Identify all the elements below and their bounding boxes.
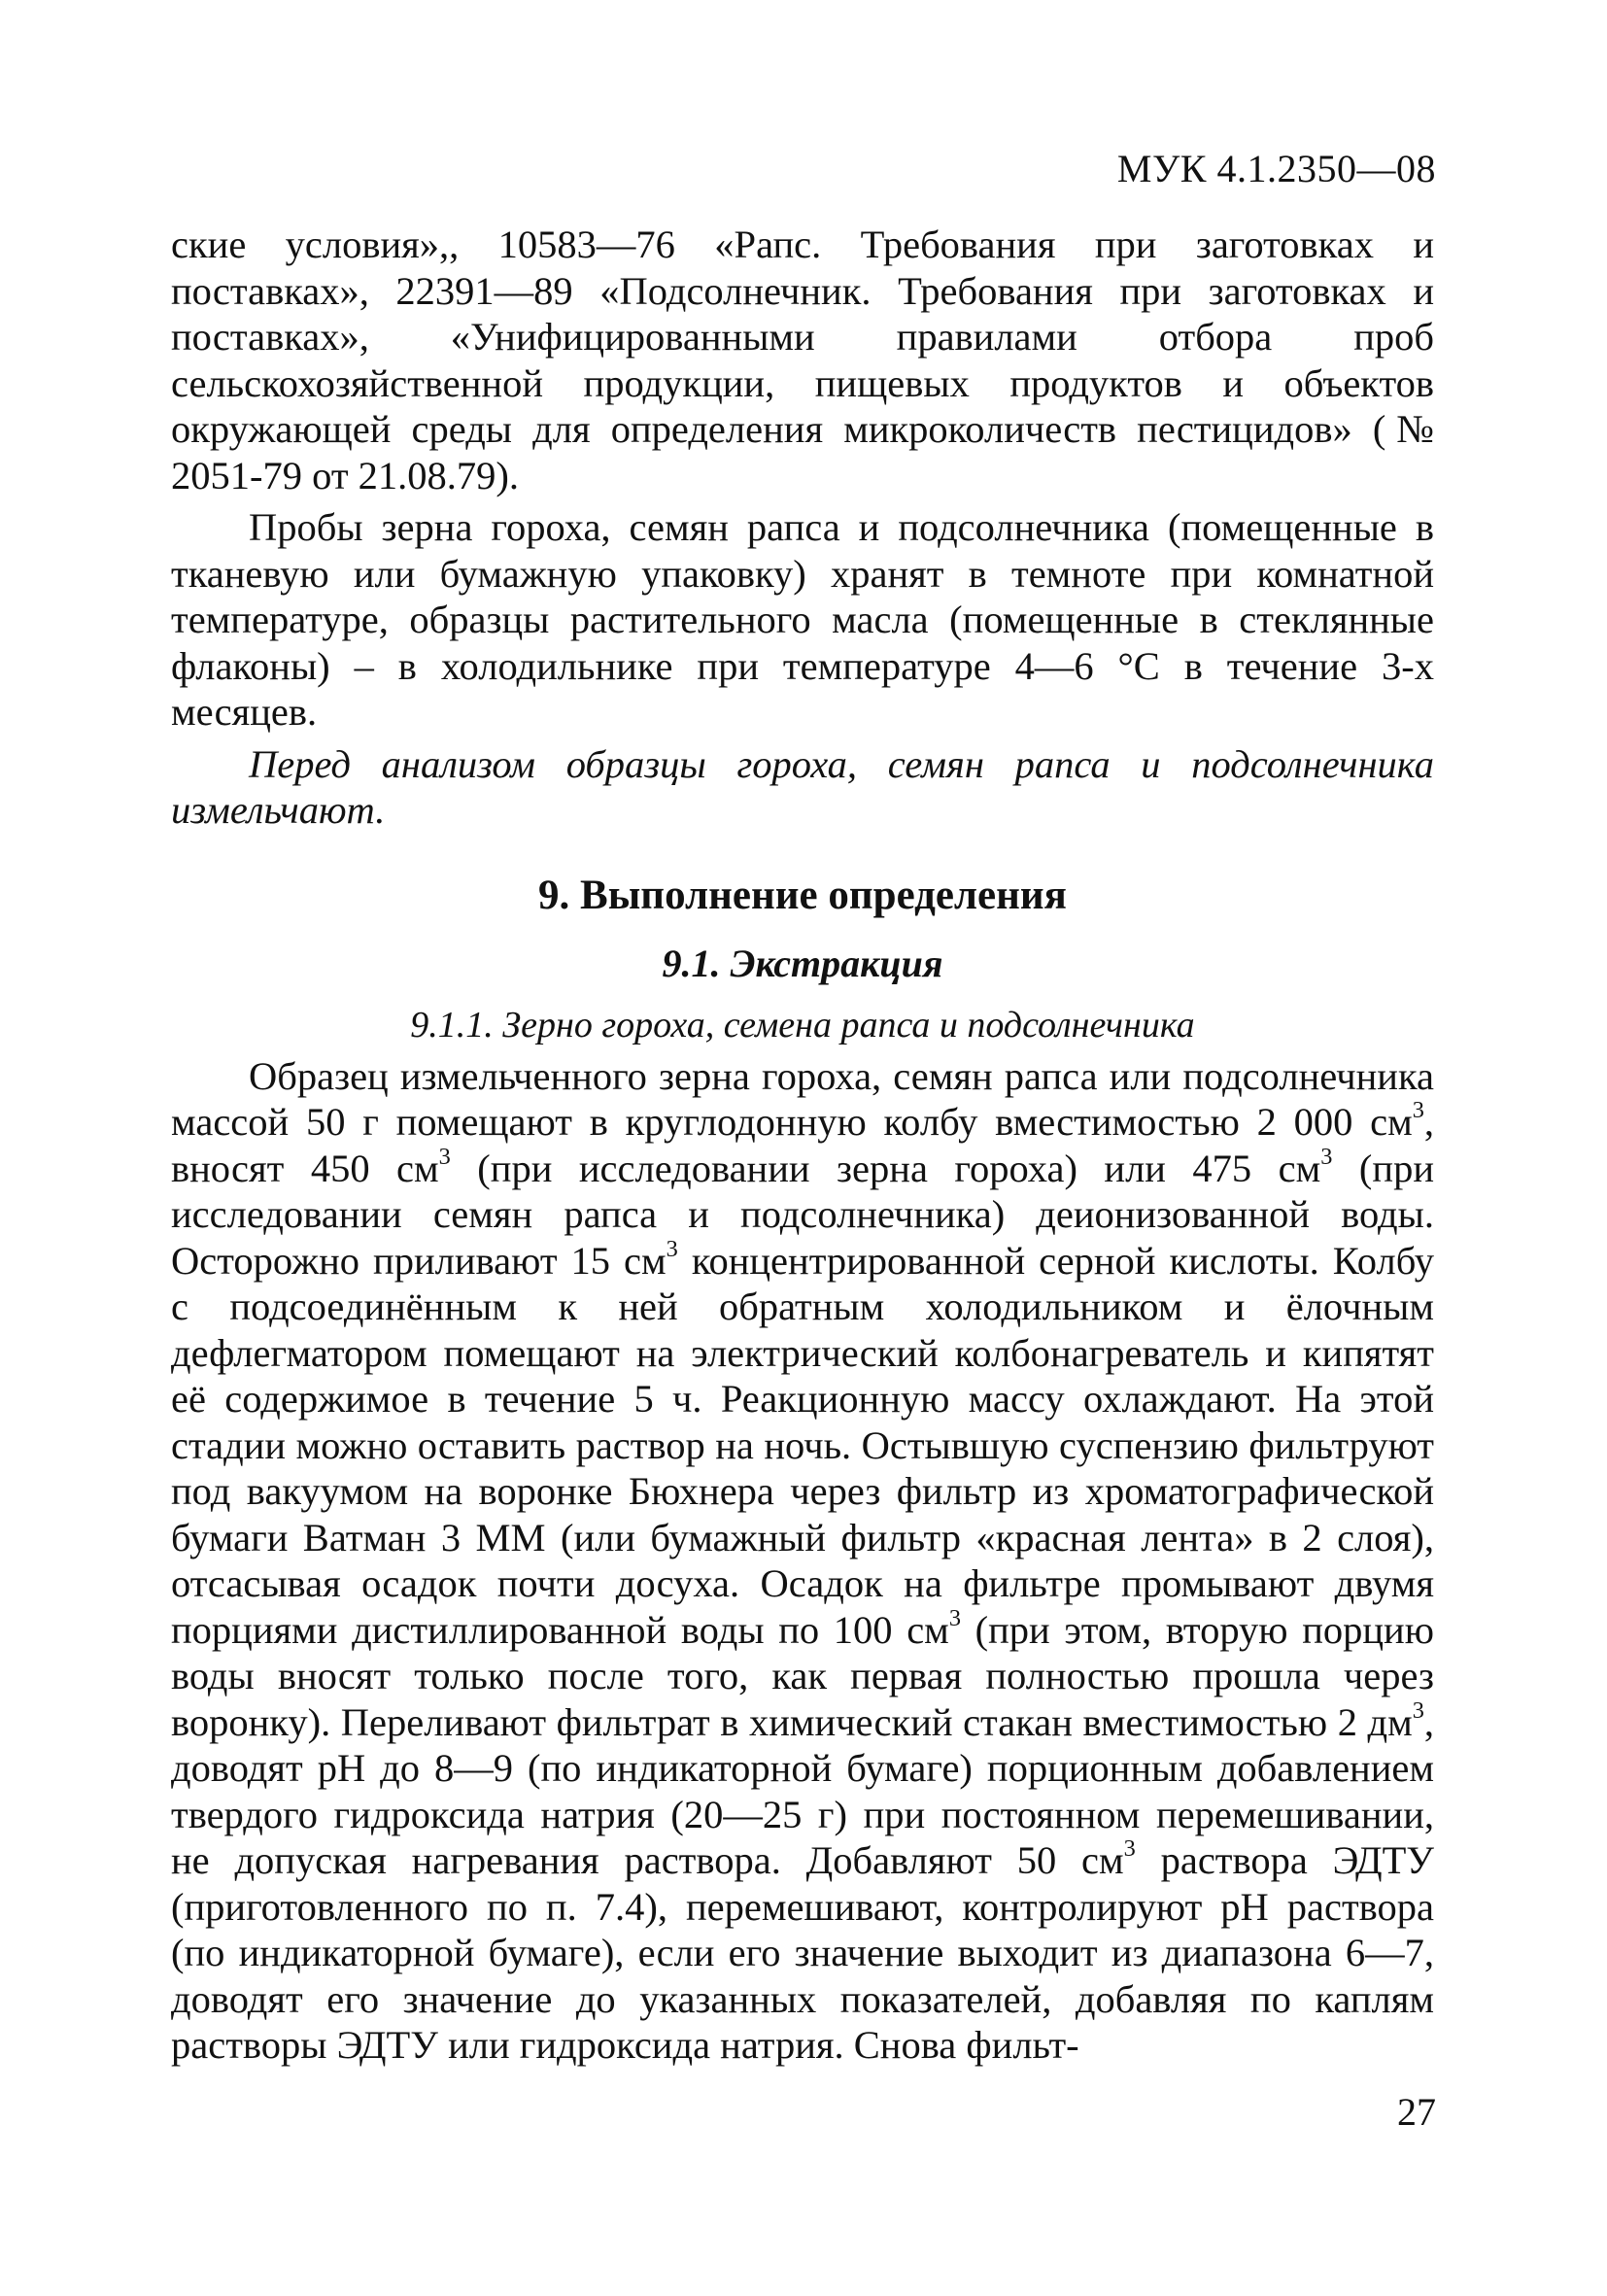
superscript: 3 [1320,1143,1333,1170]
superscript: 3 [1412,1096,1424,1123]
subsubsection-heading: 9.1.1. Зерно гороха, семена рапса и подсолнечника [410,1004,1195,1045]
page-number: 27 [1397,2090,1436,2134]
superscript: 3 [1412,1696,1424,1724]
text-run: (при исследовании зерна гороха) или 475 см [450,1146,1321,1190]
section-heading: 9. Выполнение определения [538,872,1067,918]
superscript: 3 [438,1143,451,1170]
paragraph-grinding-note: Перед анализом образцы гороха, семян рапса и подсолнечника измельчают. [171,741,1434,832]
superscript: 3 [666,1235,678,1262]
subsection-heading: 9.1. Экстракция [662,941,943,985]
document-body [171,222,1434,2069]
text-run: (при исследовании семян рапса и подсолнечника) деионизованной воды. Осторожно приливают 15 см [171,1146,1434,1283]
superscript: 3 [1123,1834,1136,1862]
text-run: , вносят 450 см [171,1100,1434,1190]
document-code-header: МУК 4.1.2350—08 [1116,147,1436,190]
paragraph-standards-list: ские условия»,, 10583—76 «Рапс. Требования при заготовках и поставках», 22391—89 «Подсолнечник. Требования при заготовках и поставках», «Унифицированными правилами отбора проб сельскохозяйственной продукции, пищевых продуктов и объектов окружающей среды для определения микроколичеств пестицидов» (№ 2051-79 от 21.08.79). [171,223,1434,497]
text-run: Образец измельченного зерна гороха, семян рапса или подсолнечника массой 50 г помещают в круглодонную колбу вместимостью 2 000 см [171,1053,1434,1144]
superscript: 3 [948,1604,961,1631]
text-run: раствора ЭДТУ (приготовленного по п. 7.4), перемешивают, контролируют рН раствора (по индикаторной бумаге), если его значение выходит из диапазона 6—7, доводят его значение до указанных показателей, добавляя по каплям растворы ЭДТУ или гидроксида натрия. Снова фильт- [171,1838,1434,2067]
text-run: (при этом, вторую порцию воды вносят только после того, как первая полностью прошла через воронку). Переливают фильтрат в химический стакан вместимостью 2 дм [171,1607,1434,1744]
text-run: , доводят рН до 8—9 (по индикаторной бумаге) порционным добавлением твердого гидроксида натрия (20—25 г) при постоянном перемешивании, не допуская нагревания раствора. Добавляют 50 см [171,1699,1434,1882]
text-run: концентрированной серной кислоты. Колбу с подсоединённым к ней обратным холодильником и ёлочным дефлегматором помещают на электрический колбонагреватель и кипятят её содержимое в течение 5 ч. Реакционную массу охлаждают. На этой стадии можно оставить раствор на ночь. Остывшую суспензию фильтруют под вакуумом на воронке Бюхнера через фильтр из хроматографической бумаги Ватман 3 ММ (или бумажный фильтр «красная лента» в 2 слоя), отсасывая осадок почти досуха. Осадок на фильтре промывают двумя порциями дистиллированной воды по 100 см [171,1238,1435,1652]
paragraph-extraction-procedure [171,1053,1434,2069]
paragraph-sample-storage: Пробы зерна гороха, семян рапса и подсолнечника (помещенные в тканевую или бумажную упаковку) хранят в темноте при комнатной температуре, образцы растительного масла (помещенные в стеклянные флаконы) – в холодильнике при температуре 4—6 °С в течение 3-х месяцев. [171,505,1434,734]
